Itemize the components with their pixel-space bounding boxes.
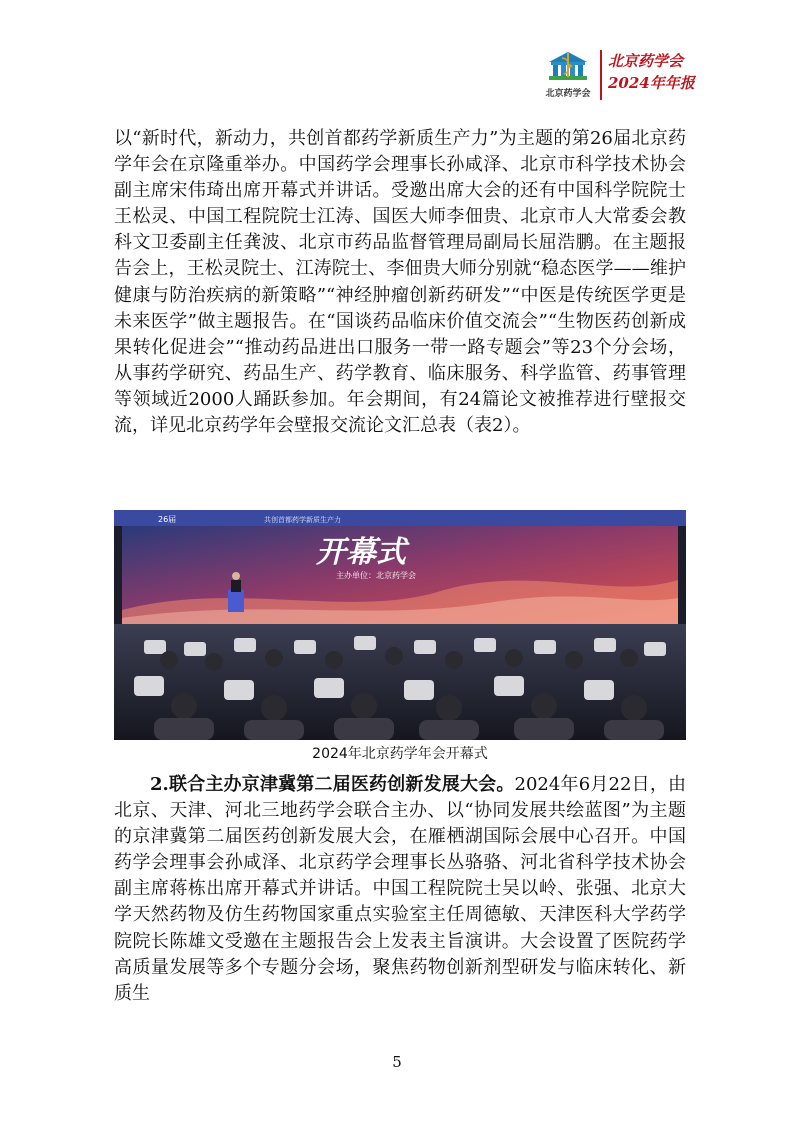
section-body: 2024年6月22日，由北京、天津、河北三地药学会联合主办、以“协同发展共绘蓝图”为主题的京津冀第二届医药创新发展大会，在雁栖湖国际会展中心召开。中国药学会理事会孙咸泽、北京药学会理事长丛骆骆、河北省科学技术协会副主席蒋栋出席开幕式并讲话。中国工程院院士吴以岭、张强、北京大学天然药物及仿生药物国家重点实验室主任周德敏、天津医科大学药学院院长陈雄文受邀在主题报告会上发表主旨演讲。大会设置了医院药学高质量发展等多个专题分会场，聚焦药物创新剂型研发与临床转化、新质生: [114, 774, 687, 1004]
page-header: [540, 48, 710, 104]
report-title: [608, 50, 712, 94]
caduceus-building-icon: [545, 50, 591, 82]
report-title-line1: 北京药学会: [608, 52, 684, 70]
section-lead: 2.联合主办京津冀第二届医药创新发展大会。: [150, 774, 515, 795]
banner-left-text: 26届: [158, 515, 177, 524]
page-number: 5: [392, 1053, 402, 1071]
opening-ceremony-photo: [114, 510, 686, 740]
society-logo: [540, 48, 596, 104]
photo-caption: 2024年北京药学年会开幕式: [312, 746, 488, 762]
header-divider: [600, 50, 602, 100]
report-title-line2: 2024年年报: [608, 74, 695, 92]
photo-illustration: [114, 510, 686, 740]
logo-name: 北京药学会: [545, 89, 591, 99]
sponsor-line: 主办单位：北京药学会: [336, 571, 416, 580]
body-paragraph-annual-meeting: 以“新时代，新动力，共创首都药学新质生产力”为主题的第26届北京药学年会在京隆重举办。中国药学会理事长孙咸泽、北京市科学技术协会副主席宋伟琦出席开幕式并讲话。受邀出席大会的还有中国科学院院士王松灵、中国工程院院士江涛、国医大师李佃贵、北京市人大常委会教科文卫委副主任龚波、北京市药品监督管理局副局长屈浩鹏。在主题报告会上，王松灵院士、江涛院士、李佃贵大师分别就“稳态医学——维护健康与防治疾病的新策略”“神经肿瘤创新药研发”“中医是传统医学更是未来医学”做主题报告。在“国谈药品临床价值交流会”“生物医药创新成果转化促进会”“推动药品进出口服务一带一路专题会”等23个分会场，从事药学研究、药品生产、药学教育、临床服务、科学监管、药事管理等领域近2000人踊跃参加。年会期间，有24篇论文被推荐进行壁报交流，详见北京药学年会壁报交流论文汇总表（表2）。: [114, 128, 686, 437]
body-paragraph-innovation-conference: [114, 772, 686, 1007]
banner-slogan: 共创首都药学新质生产力: [264, 516, 341, 524]
stage-title: 开幕式: [316, 535, 406, 570]
